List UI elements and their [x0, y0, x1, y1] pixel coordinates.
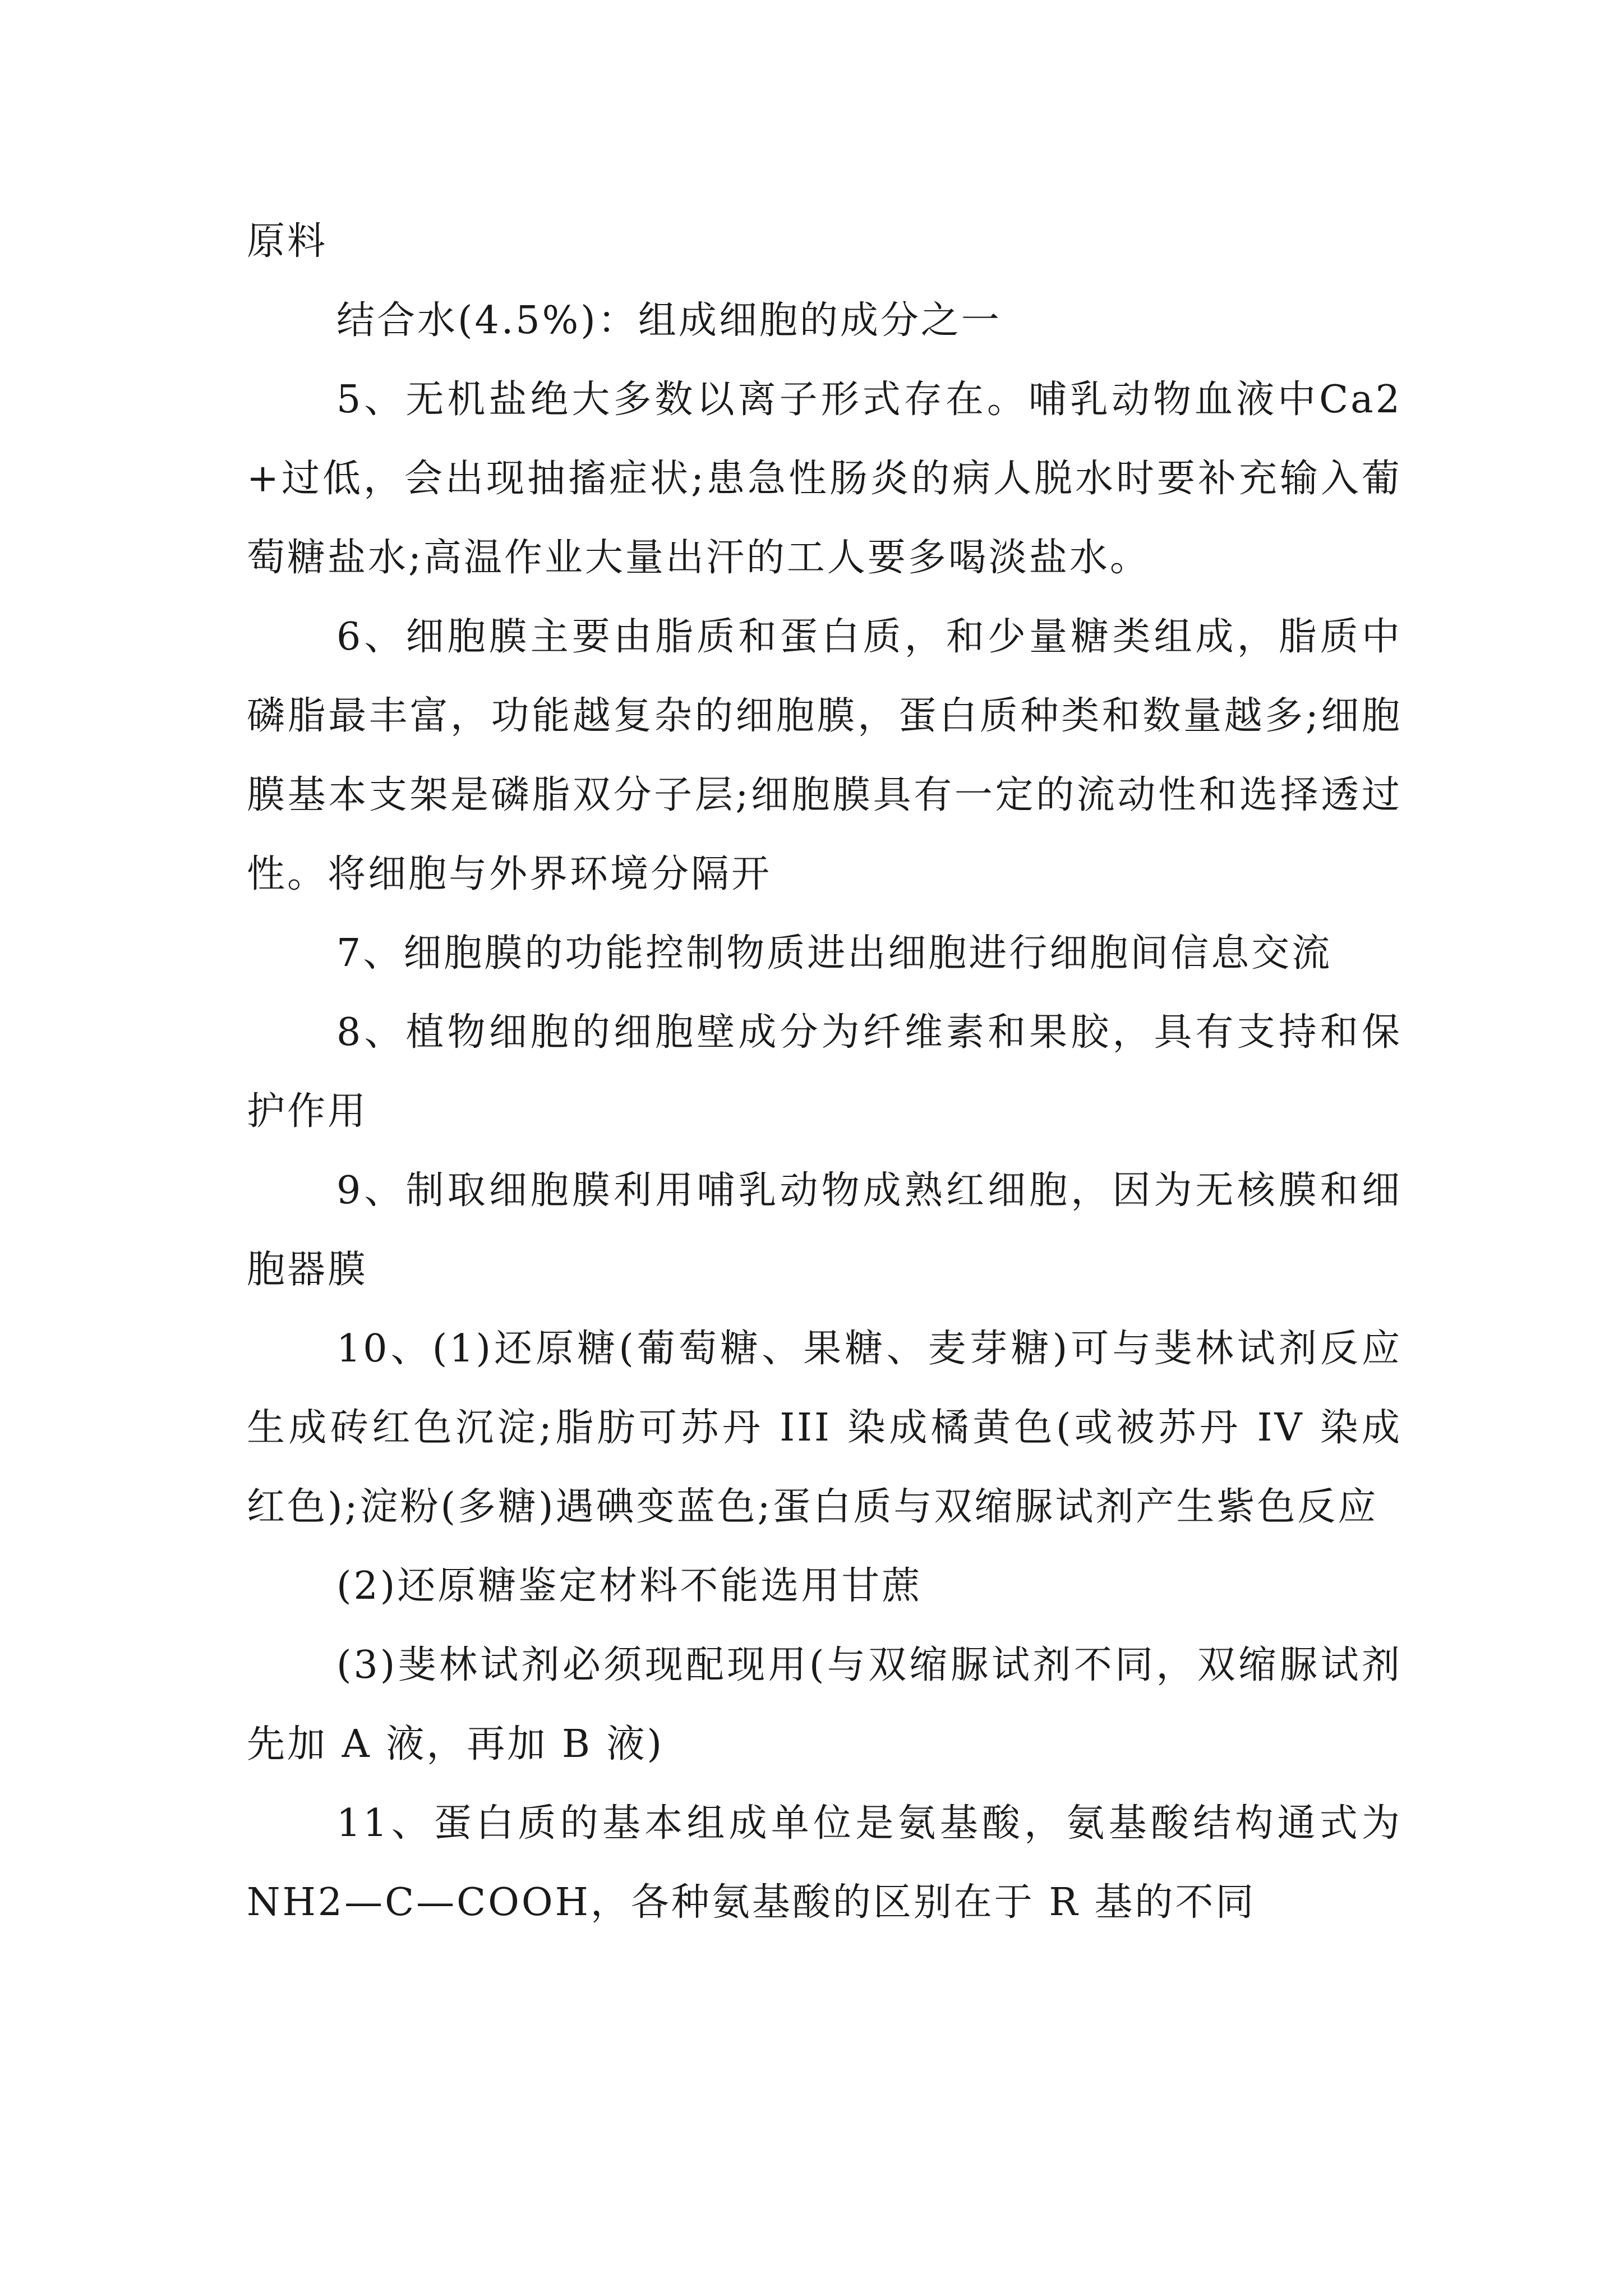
paragraph-raw-material: 原料	[247, 219, 328, 264]
paragraph-item-10: 10、(1)还原糖(葡萄糖、果糖、麦芽糖)可与斐林试剂反应生成砖红色沉淀;脂肪可苏丹 III 染成橘黄色(或被苏丹 IV 染成红色);淀粉(多糖)遇碘变蓝色;蛋白质与双缩脲试剂产生紫色反应	[247, 1327, 1402, 1529]
paragraph-item-9: 9、制取细胞膜利用哺乳动物成熟红细胞，因为无核膜和细胞器膜	[247, 1168, 1402, 1292]
paragraph-item-5: 5、无机盐绝大多数以离子形式存在。哺乳动物血液中Ca2+过低，会出现抽搐症状;患急性肠炎的病人脱水时要补充输入葡萄糖盐水;高温作业大量出汗的工人要多喝淡盐水。	[247, 378, 1402, 580]
paragraph-item-11: 11、蛋白质的基本组成单位是氨基酸，氨基酸结构通式为 NH2—C—COOH，各种氨基酸的区别在于 R 基的不同	[247, 1801, 1402, 1925]
paragraph-item-10-3: (3)斐林试剂必须现配现用(与双缩脲试剂不同，双缩脲试剂先加 A 液，再加 B 液)	[247, 1643, 1402, 1766]
paragraph-item-6: 6、细胞膜主要由脂质和蛋白质，和少量糖类组成，脂质中磷脂最丰富，功能越复杂的细胞膜，蛋白质种类和数量越多;细胞膜基本支架是磷脂双分子层;细胞膜具有一定的流动性和选择透过性。将细胞与外界环境分隔开	[247, 615, 1402, 896]
paragraph-bound-water: 结合水(4.5%)：组成细胞的成分之一	[336, 298, 1002, 343]
paragraph-item-10-2: (2)还原糖鉴定材料不能选用甘蔗	[336, 1564, 923, 1608]
paragraph-item-7: 7、细胞膜的功能控制物质进出细胞进行细胞间信息交流	[336, 931, 1332, 976]
document-body	[247, 202, 1402, 1942]
paragraph-item-8: 8、植物细胞的细胞壁成分为纤维素和果胶，具有支持和保护作用	[247, 1010, 1402, 1134]
